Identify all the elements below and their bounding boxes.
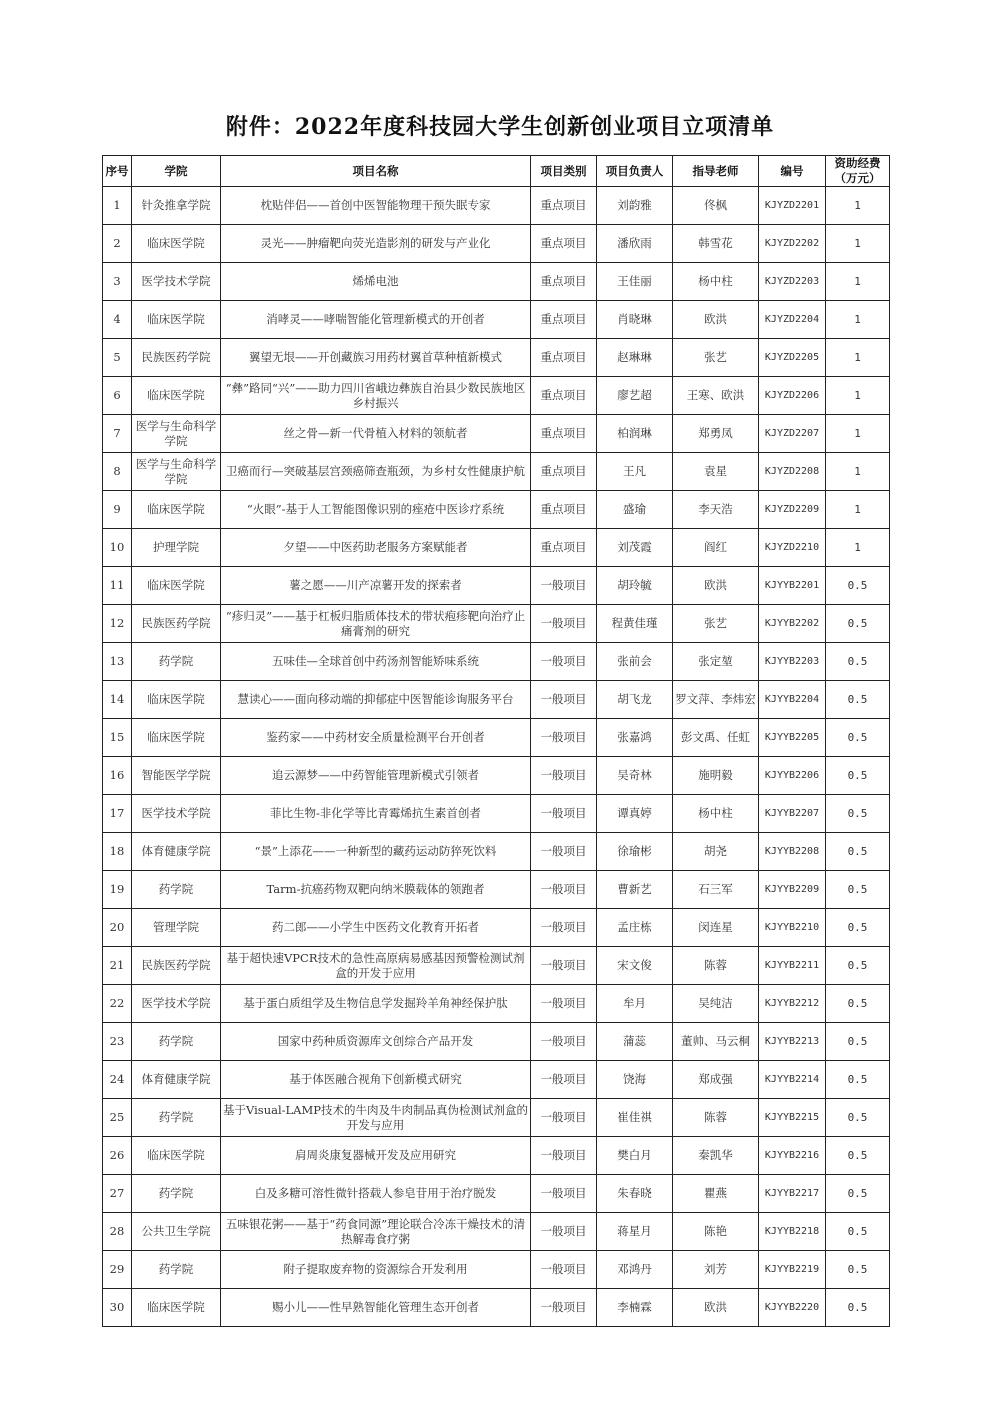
cell-no: 13: [103, 643, 132, 681]
cell-fund: 1: [826, 529, 890, 567]
cell-advisor: 刘芳: [673, 1251, 759, 1289]
header-advisor: 指导老师: [673, 156, 759, 187]
table-row: [103, 1099, 890, 1137]
cell-project-type: 重点项目: [531, 529, 597, 567]
cell-college: 管理学院: [132, 909, 221, 947]
cell-no: 23: [103, 1023, 132, 1061]
table-row: [103, 1137, 890, 1175]
cell-advisor: 李天浩: [673, 491, 759, 529]
cell-project-type: 一般项目: [531, 605, 597, 643]
header-project-type: 项目类别: [531, 156, 597, 187]
cell-college: 临床医学院: [132, 377, 221, 415]
cell-leader: 张前会: [597, 643, 673, 681]
cell-project-name: 烯烯电池: [221, 263, 531, 301]
cell-no: 8: [103, 453, 132, 491]
cell-no: 29: [103, 1251, 132, 1289]
cell-fund: 0.5: [826, 567, 890, 605]
table-row: [103, 719, 890, 757]
cell-college: 临床医学院: [132, 225, 221, 263]
cell-no: 14: [103, 681, 132, 719]
cell-fund: 1: [826, 263, 890, 301]
cell-advisor: 闵连星: [673, 909, 759, 947]
cell-college: 公共卫生学院: [132, 1213, 221, 1251]
cell-college: 民族医药学院: [132, 605, 221, 643]
cell-project-type: 重点项目: [531, 453, 597, 491]
cell-advisor: 袁星: [673, 453, 759, 491]
cell-code: KJYYB2207: [759, 795, 826, 833]
cell-fund: 0.5: [826, 1099, 890, 1137]
cell-fund: 1: [826, 301, 890, 339]
cell-fund: 1: [826, 377, 890, 415]
cell-project-name: 肩周炎康复器械开发及应用研究: [221, 1137, 531, 1175]
cell-fund: 0.5: [826, 1137, 890, 1175]
cell-project-name: 慧读心——面向移动端的抑郁症中医智能诊询服务平台: [221, 681, 531, 719]
project-table: [102, 155, 890, 1327]
cell-code: KJYYB2201: [759, 567, 826, 605]
cell-no: 3: [103, 263, 132, 301]
cell-code: KJYZD2210: [759, 529, 826, 567]
cell-advisor: 王寒、欧洪: [673, 377, 759, 415]
cell-project-name: 薯之愿——川产凉薯开发的探索者: [221, 567, 531, 605]
header-fund-line2: （万元）: [834, 171, 881, 185]
header-row: [103, 156, 890, 187]
cell-leader: 刘韵雅: [597, 187, 673, 225]
header-project-name: 项目名称: [221, 156, 531, 187]
cell-code: KJYYB2213: [759, 1023, 826, 1061]
cell-project-name: 国家中药种质资源库文创综合产品开发: [221, 1023, 531, 1061]
cell-project-type: 重点项目: [531, 301, 597, 339]
cell-project-name: 赐小儿——性早熟智能化管理生态开创者: [221, 1289, 531, 1327]
cell-fund: 0.5: [826, 605, 890, 643]
cell-project-name: 基于体医融合视角下创新模式研究: [221, 1061, 531, 1099]
cell-advisor: 韩雪花: [673, 225, 759, 263]
cell-fund: 1: [826, 339, 890, 377]
table-row: [103, 339, 890, 377]
cell-fund: 0.5: [826, 1289, 890, 1327]
cell-project-name: 夕望——中医药助老服务方案赋能者: [221, 529, 531, 567]
cell-project-name: 追云源梦——中药智能管理新模式引领者: [221, 757, 531, 795]
cell-fund: 0.5: [826, 1023, 890, 1061]
table-row: [103, 1023, 890, 1061]
cell-project-type: 一般项目: [531, 1023, 597, 1061]
cell-advisor: 董帅、马云桐: [673, 1023, 759, 1061]
cell-leader: 徐瑜彬: [597, 833, 673, 871]
cell-project-type: 重点项目: [531, 377, 597, 415]
cell-leader: 朱春晓: [597, 1175, 673, 1213]
cell-project-name: 基于蛋白质组学及生物信息学发掘羚羊角神经保护肽: [221, 985, 531, 1023]
cell-no: 4: [103, 301, 132, 339]
cell-college: 药学院: [132, 1023, 221, 1061]
cell-college: 针灸推拿学院: [132, 187, 221, 225]
table-body: [103, 187, 890, 1327]
cell-no: 28: [103, 1213, 132, 1251]
header-leader: 项目负责人: [597, 156, 673, 187]
cell-advisor: 阎红: [673, 529, 759, 567]
cell-project-type: 重点项目: [531, 225, 597, 263]
table-row: [103, 605, 890, 643]
cell-advisor: 郑成强: [673, 1061, 759, 1099]
cell-advisor: 张定堃: [673, 643, 759, 681]
cell-leader: 饶海: [597, 1061, 673, 1099]
table-row: [103, 187, 890, 225]
cell-college: 临床医学院: [132, 681, 221, 719]
cell-no: 20: [103, 909, 132, 947]
cell-project-name: 附子提取废弃物的资源综合开发利用: [221, 1251, 531, 1289]
cell-project-type: 一般项目: [531, 719, 597, 757]
cell-leader: 李楠霖: [597, 1289, 673, 1327]
cell-fund: 0.5: [826, 681, 890, 719]
cell-project-name: “火眼”-基于人工智能图像识别的痤疮中医诊疗系统: [221, 491, 531, 529]
cell-code: KJYZD2206: [759, 377, 826, 415]
cell-code: KJYYB2218: [759, 1213, 826, 1251]
table-row: [103, 301, 890, 339]
cell-advisor: 罗文萍、李炜宏: [673, 681, 759, 719]
table-row: [103, 491, 890, 529]
cell-project-name: “彝”路同“兴”——助力四川省峨边彝族自治县少数民族地区乡村振兴: [221, 377, 531, 415]
cell-college: 医学与生命科学学院: [132, 453, 221, 491]
cell-fund: 1: [826, 491, 890, 529]
table-row: [103, 415, 890, 453]
cell-project-type: 一般项目: [531, 795, 597, 833]
cell-code: KJYYB2211: [759, 947, 826, 985]
cell-project-name: 基于超快速VPCR技术的急性高原病易感基因预警检测试剂盒的开发于应用: [221, 947, 531, 985]
cell-code: KJYYB2210: [759, 909, 826, 947]
cell-code: KJYYB2220: [759, 1289, 826, 1327]
cell-college: 临床医学院: [132, 301, 221, 339]
cell-code: KJYYB2203: [759, 643, 826, 681]
cell-project-type: 重点项目: [531, 263, 597, 301]
cell-advisor: 杨中柱: [673, 263, 759, 301]
cell-leader: 胡玲毓: [597, 567, 673, 605]
cell-project-type: 一般项目: [531, 947, 597, 985]
cell-code: KJYYB2215: [759, 1099, 826, 1137]
table-row: [103, 795, 890, 833]
cell-college: 临床医学院: [132, 491, 221, 529]
cell-project-name: 菲比生物-非化学等比青霉烯抗生素首创者: [221, 795, 531, 833]
cell-fund: 0.5: [826, 1175, 890, 1213]
table-header: [103, 156, 890, 187]
table-row: [103, 529, 890, 567]
cell-project-type: 一般项目: [531, 985, 597, 1023]
cell-project-name: 药二郎——小学生中医药文化教育开拓者: [221, 909, 531, 947]
table-row: [103, 225, 890, 263]
cell-fund: 0.5: [826, 1251, 890, 1289]
cell-project-name: 灵光——肿瘤靶向荧光造影剂的研发与产业化: [221, 225, 531, 263]
cell-advisor: 瞿燕: [673, 1175, 759, 1213]
cell-project-name: Tarm-抗癌药物双靶向纳米膜载体的领跑者: [221, 871, 531, 909]
cell-project-type: 一般项目: [531, 1175, 597, 1213]
cell-advisor: 欧洪: [673, 301, 759, 339]
cell-code: KJYZD2205: [759, 339, 826, 377]
cell-leader: 张嘉鸿: [597, 719, 673, 757]
cell-project-type: 一般项目: [531, 1061, 597, 1099]
cell-project-type: 一般项目: [531, 1289, 597, 1327]
cell-fund: 0.5: [826, 1061, 890, 1099]
cell-leader: 廖艺超: [597, 377, 673, 415]
cell-code: KJYZD2204: [759, 301, 826, 339]
header-college: 学院: [132, 156, 221, 187]
cell-code: KJYZD2201: [759, 187, 826, 225]
cell-fund: 0.5: [826, 871, 890, 909]
cell-advisor: 陈蓉: [673, 1099, 759, 1137]
cell-leader: 蒲蕊: [597, 1023, 673, 1061]
cell-leader: 柏润琳: [597, 415, 673, 453]
cell-college: 民族医药学院: [132, 947, 221, 985]
cell-advisor: 秦凯华: [673, 1137, 759, 1175]
table-row: [103, 263, 890, 301]
cell-college: 医学技术学院: [132, 263, 221, 301]
cell-project-type: 一般项目: [531, 909, 597, 947]
cell-project-name: 鉴药家——中药材安全质量检测平台开创者: [221, 719, 531, 757]
cell-advisor: 陈蓉: [673, 947, 759, 985]
table-row: [103, 1251, 890, 1289]
table-row: [103, 567, 890, 605]
cell-project-type: 重点项目: [531, 415, 597, 453]
cell-fund: 0.5: [826, 985, 890, 1023]
cell-code: KJYYB2208: [759, 833, 826, 871]
cell-no: 17: [103, 795, 132, 833]
cell-no: 26: [103, 1137, 132, 1175]
cell-college: 药学院: [132, 1175, 221, 1213]
table-row: [103, 1289, 890, 1327]
cell-leader: 蒋星月: [597, 1213, 673, 1251]
cell-fund: 1: [826, 453, 890, 491]
header-no: 序号: [103, 156, 132, 187]
header-code: 编号: [759, 156, 826, 187]
cell-leader: 赵琳琳: [597, 339, 673, 377]
cell-no: 30: [103, 1289, 132, 1327]
cell-no: 24: [103, 1061, 132, 1099]
cell-leader: 宋文俊: [597, 947, 673, 985]
cell-advisor: 欧洪: [673, 567, 759, 605]
table-row: [103, 985, 890, 1023]
cell-fund: 0.5: [826, 643, 890, 681]
cell-code: KJYYB2216: [759, 1137, 826, 1175]
table-row: [103, 833, 890, 871]
cell-leader: 王佳丽: [597, 263, 673, 301]
cell-project-type: 重点项目: [531, 339, 597, 377]
cell-advisor: 张艺: [673, 339, 759, 377]
cell-code: KJYZD2207: [759, 415, 826, 453]
table-row: [103, 1061, 890, 1099]
cell-fund: 0.5: [826, 833, 890, 871]
cell-college: 药学院: [132, 1251, 221, 1289]
cell-code: KJYYB2217: [759, 1175, 826, 1213]
cell-advisor: 施明毅: [673, 757, 759, 795]
cell-advisor: 郑勇凤: [673, 415, 759, 453]
table-row: [103, 909, 890, 947]
cell-project-name: 消哮灵——哮喘智能化管理新模式的开创者: [221, 301, 531, 339]
table-row: [103, 1213, 890, 1251]
cell-leader: 吴奇林: [597, 757, 673, 795]
cell-project-type: 一般项目: [531, 643, 597, 681]
cell-no: 10: [103, 529, 132, 567]
cell-no: 5: [103, 339, 132, 377]
cell-fund: 0.5: [826, 947, 890, 985]
cell-leader: 崔佳祺: [597, 1099, 673, 1137]
cell-no: 9: [103, 491, 132, 529]
cell-code: KJYYB2202: [759, 605, 826, 643]
cell-no: 16: [103, 757, 132, 795]
cell-fund: 0.5: [826, 1213, 890, 1251]
cell-leader: 潘欣雨: [597, 225, 673, 263]
cell-project-type: 重点项目: [531, 491, 597, 529]
cell-leader: 牟月: [597, 985, 673, 1023]
cell-no: 27: [103, 1175, 132, 1213]
header-fund-line1: 资助经费: [834, 156, 881, 170]
cell-no: 21: [103, 947, 132, 985]
page-title: 附件：2022年度科技园大学生创新创业项目立项清单: [225, 114, 775, 140]
cell-college: 医学技术学院: [132, 985, 221, 1023]
cell-no: 15: [103, 719, 132, 757]
cell-code: KJYZD2208: [759, 453, 826, 491]
cell-code: KJYZD2202: [759, 225, 826, 263]
cell-code: KJYYB2214: [759, 1061, 826, 1099]
cell-project-name: 基于Visual-LAMP技术的牛肉及牛肉制品真伪检测试剂盒的开发与应用: [221, 1099, 531, 1137]
table-row: [103, 871, 890, 909]
table-row: [103, 1175, 890, 1213]
cell-college: 医学与生命科学学院: [132, 415, 221, 453]
cell-project-type: 一般项目: [531, 567, 597, 605]
cell-fund: 1: [826, 415, 890, 453]
cell-code: KJYZD2209: [759, 491, 826, 529]
cell-college: 智能医学学院: [132, 757, 221, 795]
cell-project-type: 一般项目: [531, 1213, 597, 1251]
cell-no: 6: [103, 377, 132, 415]
cell-leader: 程黄佳瑾: [597, 605, 673, 643]
cell-project-name: 五味银花粥——基于“药食同源”理论联合冷冻干燥技术的清热解毒食疗粥: [221, 1213, 531, 1251]
cell-fund: 0.5: [826, 909, 890, 947]
cell-advisor: 胡尧: [673, 833, 759, 871]
cell-advisor: 张艺: [673, 605, 759, 643]
cell-advisor: 石三军: [673, 871, 759, 909]
cell-college: 护理学院: [132, 529, 221, 567]
cell-code: KJYYB2219: [759, 1251, 826, 1289]
cell-code: KJYYB2205: [759, 719, 826, 757]
table-row: [103, 681, 890, 719]
cell-project-name: 枕贴伴侣——首创中医智能物理干预失眠专家: [221, 187, 531, 225]
cell-fund: 1: [826, 187, 890, 225]
cell-project-type: 一般项目: [531, 871, 597, 909]
cell-college: 药学院: [132, 871, 221, 909]
cell-leader: 孟庄栋: [597, 909, 673, 947]
cell-leader: 刘茂霞: [597, 529, 673, 567]
cell-leader: 邓鸿丹: [597, 1251, 673, 1289]
cell-no: 25: [103, 1099, 132, 1137]
cell-fund: 1: [826, 225, 890, 263]
cell-leader: 胡飞龙: [597, 681, 673, 719]
cell-advisor: 杨中柱: [673, 795, 759, 833]
cell-college: 医学技术学院: [132, 795, 221, 833]
cell-no: 11: [103, 567, 132, 605]
cell-college: 临床医学院: [132, 1137, 221, 1175]
cell-fund: 0.5: [826, 757, 890, 795]
cell-project-type: 一般项目: [531, 833, 597, 871]
table-row: [103, 377, 890, 415]
cell-project-type: 一般项目: [531, 757, 597, 795]
cell-college: 民族医药学院: [132, 339, 221, 377]
cell-college: 临床医学院: [132, 567, 221, 605]
table-row: [103, 947, 890, 985]
cell-code: KJYYB2204: [759, 681, 826, 719]
cell-advisor: 吴纯洁: [673, 985, 759, 1023]
table-row: [103, 643, 890, 681]
cell-leader: 樊白月: [597, 1137, 673, 1175]
cell-leader: 谭真婷: [597, 795, 673, 833]
cell-college: 体育健康学院: [132, 1061, 221, 1099]
cell-college: 临床医学院: [132, 1289, 221, 1327]
cell-code: KJYYB2206: [759, 757, 826, 795]
cell-advisor: 佟枫: [673, 187, 759, 225]
cell-college: 体育健康学院: [132, 833, 221, 871]
cell-no: 19: [103, 871, 132, 909]
header-fund: [826, 156, 890, 187]
cell-project-name: “疹归灵”——基于杠板归脂质体技术的带状疱疹靶向治疗止痛膏剂的研究: [221, 605, 531, 643]
cell-code: KJYYB2212: [759, 985, 826, 1023]
cell-leader: 盛瑜: [597, 491, 673, 529]
cell-project-type: 一般项目: [531, 1099, 597, 1137]
cell-no: 12: [103, 605, 132, 643]
cell-no: 7: [103, 415, 132, 453]
cell-leader: 肖晓琳: [597, 301, 673, 339]
cell-project-name: 翼望无垠——开创藏族习用药材翼首草种植新模式: [221, 339, 531, 377]
cell-college: 药学院: [132, 1099, 221, 1137]
cell-project-type: 一般项目: [531, 681, 597, 719]
cell-project-name: 卫癌而行—突破基层宫颈癌筛查瓶颈，为乡村女性健康护航: [221, 453, 531, 491]
cell-project-name: 白及多糖可溶性微针搭载人参皂苷用于治疗脱发: [221, 1175, 531, 1213]
table-row: [103, 757, 890, 795]
cell-no: 1: [103, 187, 132, 225]
table-row: [103, 453, 890, 491]
cell-advisor: 欧洪: [673, 1289, 759, 1327]
cell-college: 临床医学院: [132, 719, 221, 757]
cell-project-type: 一般项目: [531, 1137, 597, 1175]
cell-no: 22: [103, 985, 132, 1023]
cell-fund: 0.5: [826, 795, 890, 833]
cell-project-name: 丝之骨—新一代骨植入材料的领航者: [221, 415, 531, 453]
cell-advisor: 彭文禹、任虹: [673, 719, 759, 757]
cell-leader: 王凡: [597, 453, 673, 491]
cell-no: 18: [103, 833, 132, 871]
cell-code: KJYYB2209: [759, 871, 826, 909]
cell-project-type: 一般项目: [531, 1251, 597, 1289]
cell-project-type: 重点项目: [531, 187, 597, 225]
cell-project-name: 五味佳—全球首创中药汤剂智能矫味系统: [221, 643, 531, 681]
cell-college: 药学院: [132, 643, 221, 681]
cell-code: KJYZD2203: [759, 263, 826, 301]
cell-advisor: 陈艳: [673, 1213, 759, 1251]
cell-project-name: “景”上添花——一种新型的藏药运动防猝死饮料: [221, 833, 531, 871]
cell-no: 2: [103, 225, 132, 263]
cell-leader: 曹新艺: [597, 871, 673, 909]
cell-fund: 0.5: [826, 719, 890, 757]
